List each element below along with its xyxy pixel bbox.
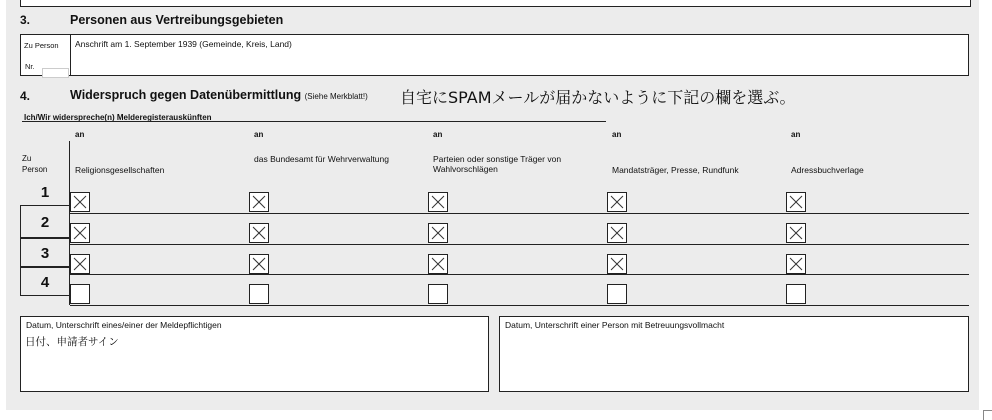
checkbox-person4-col5[interactable] xyxy=(786,284,806,304)
checkbox-person4-col4[interactable] xyxy=(607,284,627,304)
signature-box-right[interactable] xyxy=(499,316,969,392)
check-x-icon xyxy=(73,257,87,271)
row-line xyxy=(70,305,969,306)
section3-title: Personen aus Vertreibungsgebieten xyxy=(70,13,284,27)
checkbox-person2-col2[interactable] xyxy=(249,223,269,243)
checkbox-person4-col1[interactable] xyxy=(70,284,90,304)
signature-box-left[interactable] xyxy=(20,316,489,392)
row-line xyxy=(70,244,969,245)
section3-divider xyxy=(70,34,71,76)
zu-label: Zu xyxy=(22,154,32,163)
section3-address-field[interactable] xyxy=(20,34,969,76)
column-5-header: Adressbuchverlage xyxy=(791,165,864,175)
checkbox-person2-col4[interactable] xyxy=(607,223,627,243)
check-x-icon xyxy=(610,226,624,240)
section3-number: 3. xyxy=(20,13,31,27)
subheading-underline xyxy=(22,121,606,122)
check-x-icon xyxy=(789,257,803,271)
checkbox-person4-col2[interactable] xyxy=(249,284,269,304)
checkbox-person1-col3[interactable] xyxy=(428,192,448,212)
column-3-header: Parteien oder sonstige Träger von Wahlvorschlägen xyxy=(433,154,562,174)
person-label: Person xyxy=(22,165,48,174)
check-x-icon xyxy=(431,195,445,209)
check-x-icon xyxy=(73,226,87,240)
signature-left-label: Datum, Unterschrift eines/einer der Meldepflichtigen xyxy=(26,320,222,330)
person-number-input[interactable] xyxy=(42,68,69,78)
check-x-icon xyxy=(73,195,87,209)
person-number-2: 2 xyxy=(20,205,70,238)
annotation-jp: 自宅にSPAMメールが届かないように下記の欄を選ぶ。 xyxy=(400,88,796,107)
person-number-1: 1 xyxy=(40,184,50,201)
section4-title xyxy=(70,88,368,102)
check-x-icon xyxy=(610,195,624,209)
row-line xyxy=(70,213,969,214)
row-line xyxy=(70,274,969,275)
checkbox-person1-col5[interactable] xyxy=(786,192,806,212)
checkbox-person3-col4[interactable] xyxy=(607,254,627,274)
subheading: Ich/Wir widerspreche(n) Melderegisterauskünften xyxy=(24,113,212,122)
check-x-icon xyxy=(431,257,445,271)
checkbox-person3-col2[interactable] xyxy=(249,254,269,274)
checkbox-person2-col5[interactable] xyxy=(786,223,806,243)
section4-title-text: Widerspruch gegen Datenübermittlung xyxy=(70,88,302,102)
signature-left-value: 日付、申請者サイン xyxy=(25,336,119,348)
column-3-an: an xyxy=(433,130,443,139)
check-x-icon xyxy=(252,226,266,240)
person-number-3: 3 xyxy=(20,238,70,267)
previous-section-box xyxy=(20,0,971,7)
check-x-icon xyxy=(431,226,445,240)
person-number-4: 4 xyxy=(20,267,70,296)
check-x-icon xyxy=(789,195,803,209)
column-1-header: Religionsgesellschaften xyxy=(75,165,165,175)
checkbox-person1-col2[interactable] xyxy=(249,192,269,212)
zu-person-label: Zu Person xyxy=(24,41,59,50)
address-field-label: Anschrift am 1. September 1939 (Gemeinde, Kreis, Land) xyxy=(75,39,292,49)
check-x-icon xyxy=(252,195,266,209)
checkbox-person3-col3[interactable] xyxy=(428,254,448,274)
checkbox-person4-col3[interactable] xyxy=(428,284,448,304)
check-x-icon xyxy=(789,226,803,240)
checkbox-person2-col1[interactable] xyxy=(70,223,90,243)
signature-right-label: Datum, Unterschrift einer Person mit Betreuungsvollmacht xyxy=(505,320,725,330)
column-4-an: an xyxy=(612,130,622,139)
checkbox-person1-col4[interactable] xyxy=(607,192,627,212)
checkbox-person1-col1[interactable] xyxy=(70,192,90,212)
section4-title-note: (Siehe Merkblatt!) xyxy=(304,92,368,101)
column-2-header: das Bundesamt für Wehrverwaltung xyxy=(254,154,389,164)
checkbox-person3-col1[interactable] xyxy=(70,254,90,274)
column-1-an: an xyxy=(75,130,85,139)
column-2-an: an xyxy=(254,130,264,139)
checkbox-person3-col5[interactable] xyxy=(786,254,806,274)
check-x-icon xyxy=(610,257,624,271)
section4-number: 4. xyxy=(20,89,31,103)
nr-label: Nr. xyxy=(25,62,35,71)
column-5-an: an xyxy=(791,130,801,139)
check-x-icon xyxy=(252,257,266,271)
column-4-header: Mandatsträger, Presse, Rundfunk xyxy=(612,165,739,175)
checkbox-person2-col3[interactable] xyxy=(428,223,448,243)
